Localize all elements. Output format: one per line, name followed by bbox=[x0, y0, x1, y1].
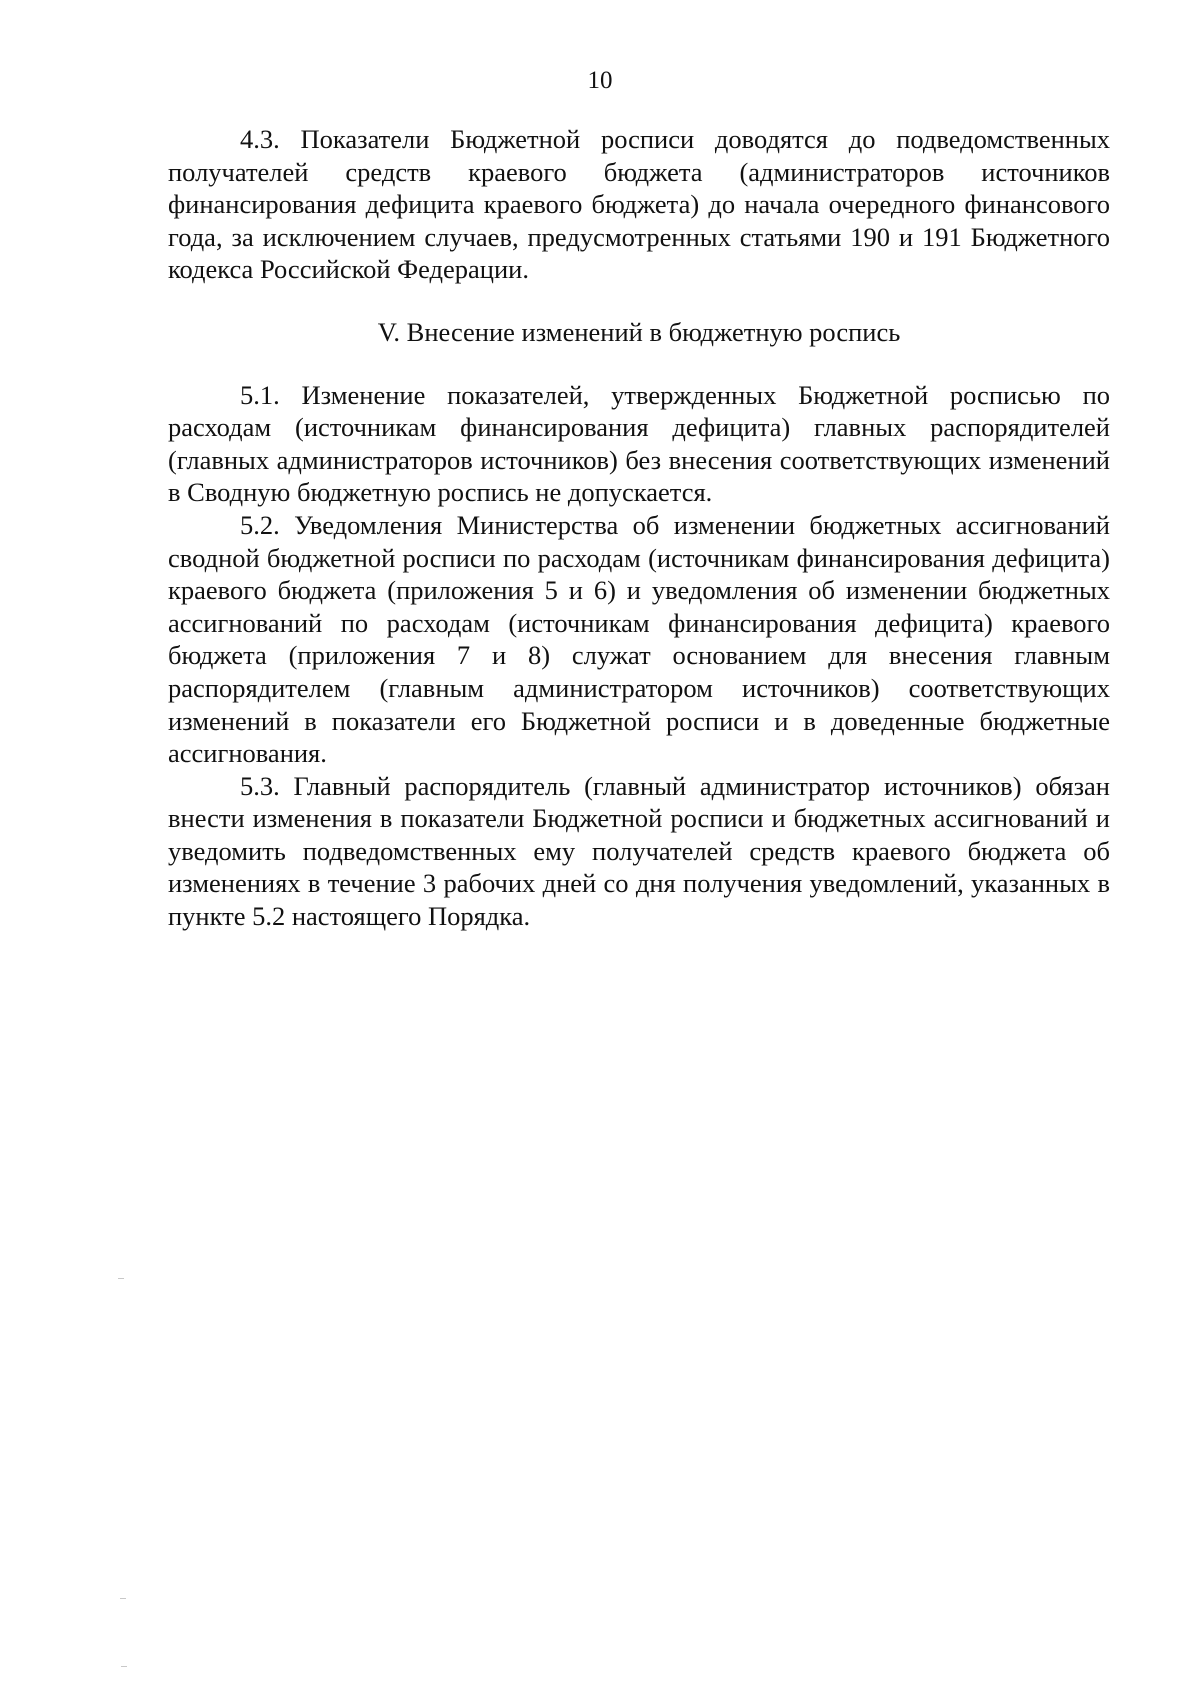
scan-artifact bbox=[120, 1598, 126, 1599]
paragraph-number: 5.1. bbox=[240, 379, 280, 410]
paragraph-5-3 bbox=[168, 770, 1110, 933]
scan-artifact bbox=[118, 1278, 124, 1279]
paragraph-text: Изменение показателей, утвержденных Бюджетной росписью по расходам (источникам финансирования дефицита) главных распорядителей (главных администраторов источников) без внесения соответствующих изменений в Сводную бюджетную роспись не допускается. bbox=[168, 379, 1111, 508]
paragraph-5-1 bbox=[168, 379, 1110, 509]
section-heading-v: V. Внесение изменений в бюджетную роспись bbox=[377, 316, 901, 347]
paragraph-number: 5.3. bbox=[240, 770, 280, 801]
paragraph-text: Уведомления Министерства об изменении бюджетных ассигнований сводной бюджетной росписи по расходам (источникам финансирования дефицита) краевого бюджета (приложения 5 и 6) и уведомления об изменении бюджетных ассигнований по расходам (источникам финансирования дефицита) краевого бюджета (приложения 7 и 8) служат основанием для внесения главным распорядителем (главным администратором источников) соответствующих изменений в показатели его Бюджетной росписи и в доведенные бюджетные ассигнования. bbox=[168, 509, 1110, 769]
paragraph-number: 5.2. bbox=[240, 509, 280, 540]
page-number: 10 bbox=[587, 67, 613, 94]
paragraph-4-3 bbox=[168, 123, 1110, 286]
paragraph-5-2 bbox=[168, 509, 1110, 770]
scan-artifact bbox=[121, 1666, 127, 1667]
document-body bbox=[168, 123, 1110, 933]
paragraph-text: Показатели Бюджетной росписи доводятся до подведомственных получателей средств краевого бюджета (администраторов источников финансирования дефицита краевого бюджета) до начала очередного финансового года, за исключением случаев, предусмотренных статьями 190 и 191 Бюджетного кодекса Российской Федерации. bbox=[168, 124, 1111, 285]
paragraph-number: 4.3. bbox=[240, 124, 280, 154]
paragraph-text: Главный распорядитель (главный администратор источников) обязан внести изменения в показатели Бюджетной росписи и бюджетных ассигнований и уведомить подведомственных ему получателей средств краевого бюджета об изменениях в течение 3 рабочих дней со дня получения уведомлений, указанных в пункте 5.2 настоящего Порядка. bbox=[168, 770, 1110, 932]
